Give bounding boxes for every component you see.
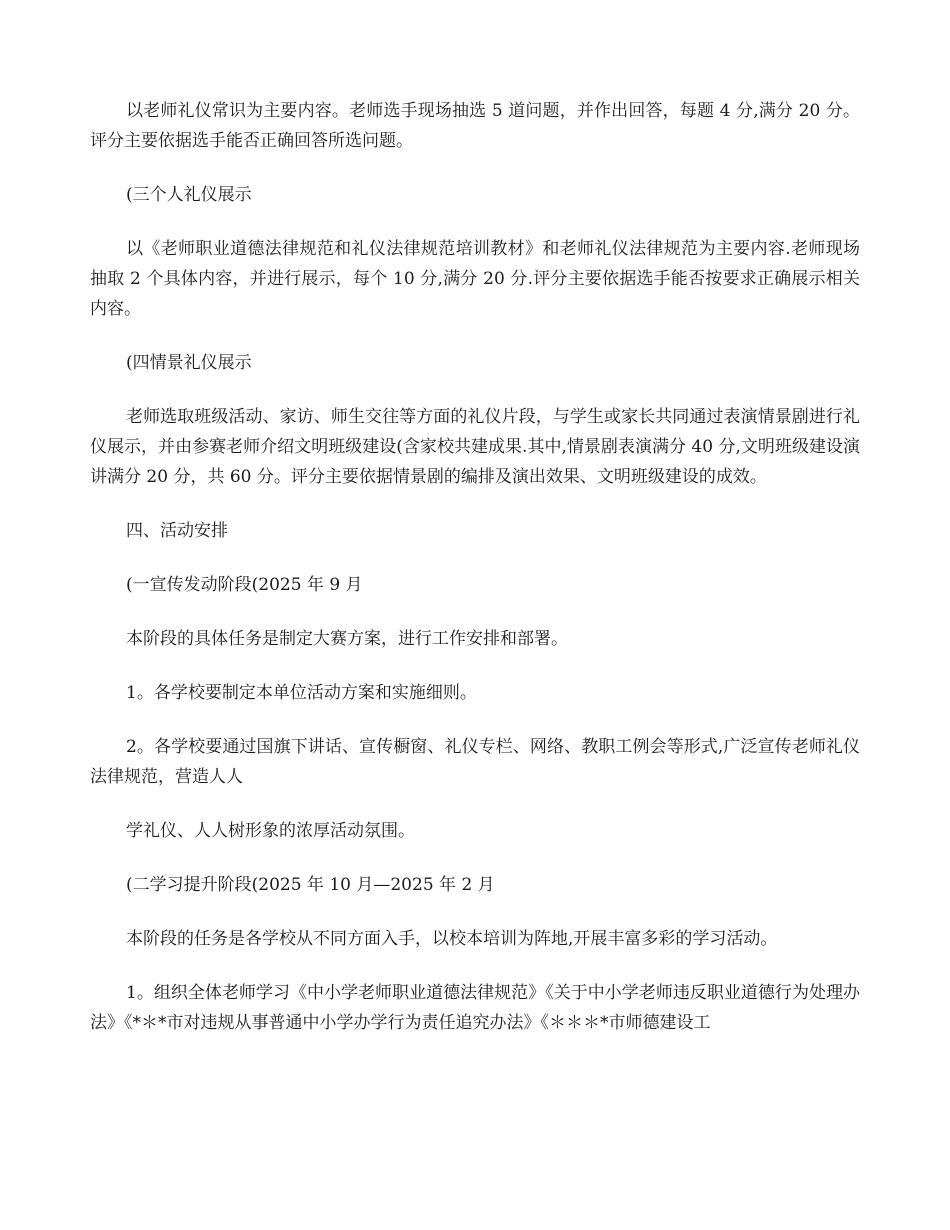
paragraph-scoring-knowledge: 以老师礼仪常识为主要内容。老师选手现场抽选 5 道问题，并作出回答，每题 4 分,满分 20 分。评分主要依据选手能否正确回答所选问题。 (90, 101, 860, 151)
heading-scenario-etiquette: (四情景礼仪展示 (126, 353, 252, 373)
heading-stage-one: (一宣传发动阶段(2025 年 9 月 (126, 575, 363, 595)
paragraph-personal-etiquette: 以《老师职业道德法律规范和礼仪法律规范培训教材》和老师礼仪法律规范为主要内容.老师现场抽取 2 个具体内容，并进行展示，每个 10 分,满分 20 分.评分主要依据选手能否按要求正确展示相关内容。 (90, 239, 860, 319)
list-item-1: 1。各学校要制定本单位活动方案和实施细则。 (126, 683, 477, 703)
heading-activity-schedule: 四、活动安排 (126, 521, 228, 541)
list-item-2-continued: 学礼仪、人人树形象的浓厚活动氛围。 (126, 821, 415, 841)
paragraph-stage-one-task: 本阶段的具体任务是制定大赛方案，进行工作安排和部署。 (126, 629, 568, 649)
paragraph-scenario-etiquette: 老师选取班级活动、家访、师生交往等方面的礼仪片段，与学生或家长共同通过表演情景剧进行礼仪展示，并由参赛老师介绍文明班级建设(含家校共建成果.其中,情景剧表演满分 40 分,文明班级建设演讲满分 20 分，共 60 分。评分主要依据情景剧的编排及演出效果、文明班级建设的成效。 (90, 407, 861, 487)
list-item-2: 2。各学校要通过国旗下讲话、宣传橱窗、礼仪专栏、网络、教职工例会等形式,广泛宣传老师礼仪法律规范，营造人人 (90, 737, 860, 787)
heading-personal-etiquette: (三个人礼仪展示 (126, 185, 252, 205)
list-item-stage-two-1: 1。组织全体老师学习《中小学老师职业道德法律规范》《关于中小学老师违反职业道德行为处理办法》《*＊*市对违规从事普通中小学办学行为责任追究办法》《＊＊＊*市师德建设工 (90, 983, 860, 1033)
heading-stage-two: (二学习提升阶段(2025 年 10 月—2025 年 2 月 (126, 875, 495, 895)
paragraph-stage-two-task: 本阶段的任务是各学校从不同方面入手，以校本培训为阵地,开展丰富多彩的学习活动。 (126, 929, 778, 949)
